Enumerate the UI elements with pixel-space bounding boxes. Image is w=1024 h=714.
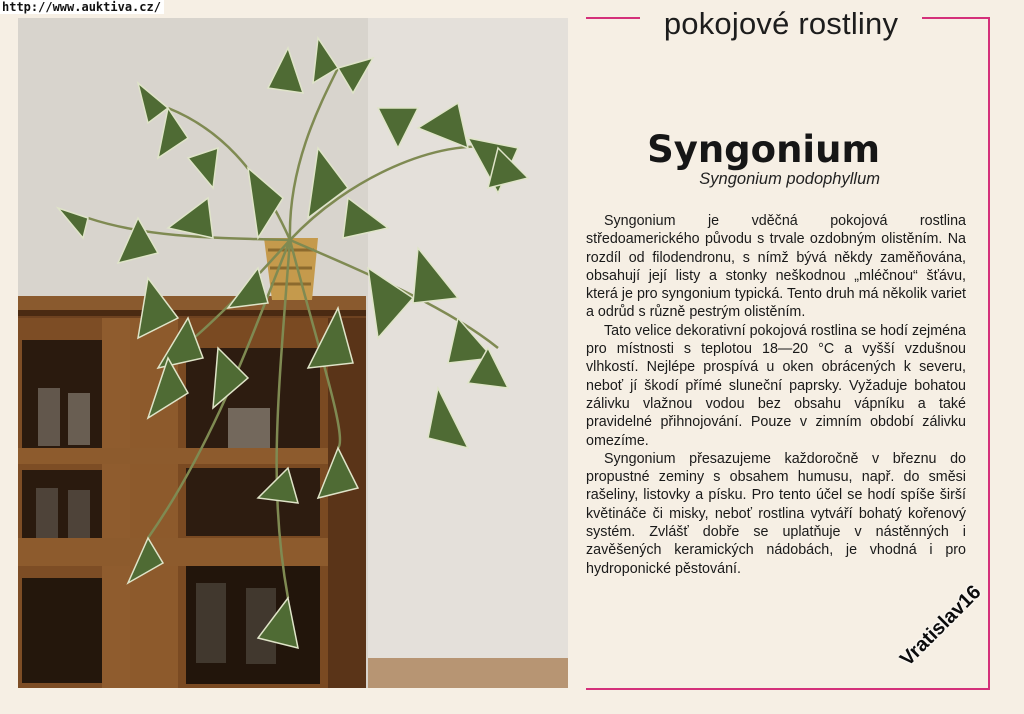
category-heading: pokojové rostliny xyxy=(663,6,899,41)
plant-illustration xyxy=(18,18,568,688)
frame-line-bottom xyxy=(586,688,990,690)
frame-line-top-right xyxy=(922,17,990,19)
plant-photo xyxy=(18,18,568,688)
paragraph-3: Syngonium přesazujeme každoročně v březnu do propustné zeminy s obsahem humusu, např. do směsi rašeliny, listovky a písku. Pro tento účel se hodí spíše širší květináče či misky, neboť rostlina vytváří bohatý kořenový systém. Zvlášť dobře se uplatňuje v nástěnných i zavěšených keramických nádobách, je vhodná i pro hydroponické pěstování. xyxy=(586,450,966,577)
paragraph-1: Syngonium je vděčná pokojová rostlina středoamerického původu s trvale ozdobným olistěním. Na rozdíl od filodendronu, s nímž bývá někdy zaměňována, obsahují její listy a stonky neškodnou „mléčnou“ šťávu, která je pro syngonium typická. Tento druh má několik variet a odrůd s různě pestrým olistěním. xyxy=(586,213,966,321)
watermark-text: Vratislav16 xyxy=(896,581,986,671)
plant-title: Syngonium xyxy=(647,128,880,171)
description-text xyxy=(586,212,966,578)
paragraph-2: Tato velice dekorativní pokojová rostlina se hodí zejména pro místnosti s teplotou 18—20 °C a vyšší vzdušnou vlhkostí. Nejlépe prospívá u oken obrácených k severu, neboť jí škodí přímé sluneční paprsky. Vyžaduje bohatou zálivku vlažnou vodou bez obsahu vápníku a také pravidelné přihnojování. Pouze v zimním období zálivku omezíme. xyxy=(586,322,966,449)
latin-name: Syngonium podophyllum xyxy=(699,170,880,188)
frame-line-top-left xyxy=(586,17,640,19)
site-url-label: http://www.auktiva.cz/ xyxy=(0,0,164,14)
